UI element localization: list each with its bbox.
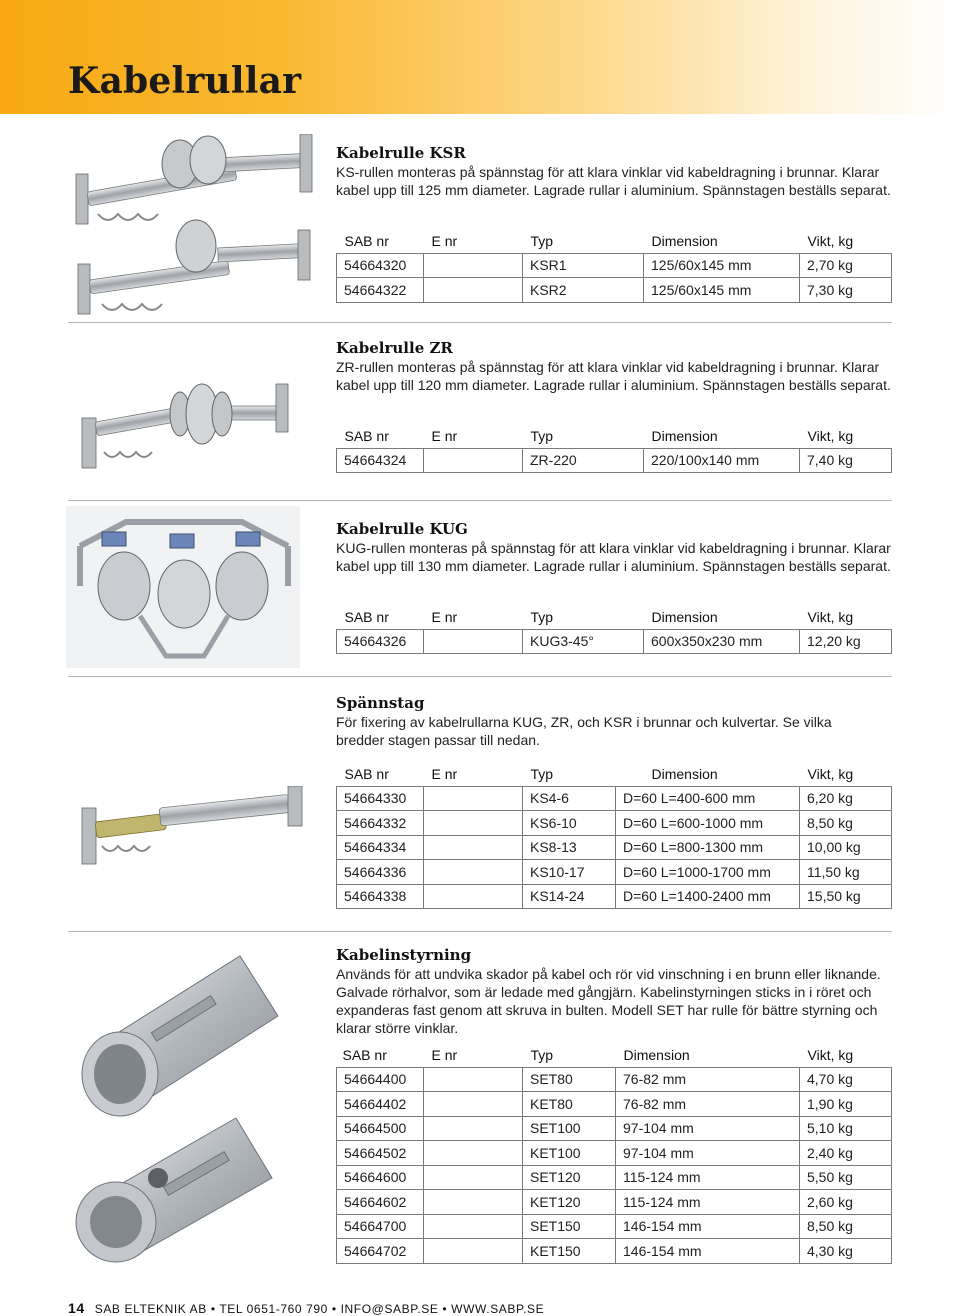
footer-separator: • — [331, 1302, 337, 1316]
column-header-e-nr: E nr — [431, 232, 458, 249]
tension-rod-icon — [80, 786, 306, 874]
cell-sab-nr: 54664332 — [337, 811, 424, 836]
cell-sab-nr: 54664500 — [337, 1116, 424, 1141]
cell-sab-nr: 54664502 — [337, 1141, 424, 1166]
cell-dimension: 115-124 mm — [616, 1165, 800, 1190]
cell-vikt: 6,20 kg — [800, 786, 892, 811]
cell-typ: KET120 — [523, 1190, 616, 1215]
footer-email: INFO@SABP.SE — [340, 1302, 439, 1316]
column-header-sab-nr: SAB nr — [344, 765, 389, 782]
cell-vikt: 2,40 kg — [800, 1141, 892, 1166]
table-row — [337, 1165, 892, 1190]
cell-sab-nr: 54664330 — [337, 786, 424, 811]
table-row — [337, 448, 892, 473]
column-header-typ: Typ — [530, 765, 554, 782]
cell-vikt: 12,20 kg — [800, 629, 892, 654]
section-divider — [68, 931, 892, 932]
cell-e-nr — [424, 1116, 523, 1141]
cell-sab-nr: 54664320 — [337, 253, 424, 278]
footer-web: WWW.SABP.SE — [451, 1302, 545, 1316]
table-row — [337, 1141, 892, 1166]
cell-typ: SET150 — [523, 1214, 616, 1239]
table-header-row — [337, 229, 892, 253]
column-header-sab-nr: SAB nr — [344, 427, 389, 444]
spec-table-kug — [336, 605, 892, 654]
table-row — [337, 1214, 892, 1239]
cell-dimension: D=60 L=400-600 mm — [616, 786, 800, 811]
cell-typ: KS8-13 — [523, 835, 616, 860]
spec-table-ksr — [336, 229, 892, 303]
cell-sab-nr: 54664326 — [337, 629, 424, 654]
section-title: Kabelinstyrning — [336, 946, 472, 964]
column-header-sab-nr: SAB nr — [342, 1046, 387, 1063]
column-header-typ: Typ — [530, 232, 554, 249]
cell-dimension: 146-154 mm — [616, 1239, 800, 1264]
section-divider — [68, 322, 892, 323]
cell-e-nr — [424, 1165, 523, 1190]
section-description: För fixering av kabelrullarna KUG, ZR, och KSR i brunnar och kulvertar. Se vilka bredder stagen passar till nedan. — [336, 714, 832, 748]
cell-typ: KSR1 — [523, 253, 644, 278]
page-title: Kabelrullar — [68, 60, 302, 102]
table-header-row — [337, 605, 892, 629]
cell-e-nr — [424, 1190, 523, 1215]
table-row — [337, 1190, 892, 1215]
cell-dimension: 76-82 mm — [616, 1067, 800, 1092]
table-row — [337, 1092, 892, 1117]
cell-vikt: 2,70 kg — [800, 253, 892, 278]
kug-cable-roller-icon — [66, 506, 300, 668]
column-header-dimension: Dimension — [651, 765, 718, 782]
cell-vikt: 11,50 kg — [800, 860, 892, 885]
section-zr — [336, 338, 892, 394]
section-spannstag — [336, 693, 892, 749]
cell-vikt: 4,30 kg — [800, 1239, 892, 1264]
cell-typ: KET100 — [523, 1141, 616, 1166]
cell-vikt: 15,50 kg — [800, 884, 892, 909]
column-header-sab-nr: SAB nr — [344, 232, 389, 249]
footer-company: SAB ELTEKNIK AB — [94, 1302, 207, 1316]
column-header-dimension: Dimension — [651, 608, 718, 625]
cell-typ: SET100 — [523, 1116, 616, 1141]
cell-vikt: 8,50 kg — [800, 811, 892, 836]
table-row — [337, 835, 892, 860]
section-kabelinstyrning — [336, 945, 892, 1037]
cell-typ: KET80 — [523, 1092, 616, 1117]
column-header-e-nr: E nr — [431, 765, 458, 782]
cell-e-nr — [424, 629, 523, 654]
table-row — [337, 629, 892, 654]
section-title: Kabelrulle KUG — [336, 520, 468, 538]
section-description: Används för att undvika skador på kabel och rör vid vinschning i en brunn eller liknande. Galvade rörhalvor, som är ledade med gångjärn. Kabelinstyrningen sticks in i röret och expanderas fast genom att skruva in bulten. Modell SET har rulle för bättre styrning och klarar större vinklar. — [336, 966, 881, 1036]
spec-table-kabelinstyrning — [336, 1043, 892, 1264]
cell-typ: KSR2 — [523, 278, 644, 303]
section-kug — [336, 519, 892, 575]
section-title: Kabelrulle ZR — [336, 339, 453, 357]
cell-e-nr — [424, 1092, 523, 1117]
column-header-vikt: Vikt, kg — [807, 608, 854, 625]
cell-vikt: 8,50 kg — [800, 1214, 892, 1239]
section-divider — [68, 676, 892, 677]
cable-guide-icon — [70, 946, 306, 1268]
cell-sab-nr: 54664324 — [337, 448, 424, 473]
cell-sab-nr: 54664700 — [337, 1214, 424, 1239]
cell-dimension: 220/100x140 mm — [644, 448, 800, 473]
cell-vikt: 2,60 kg — [800, 1190, 892, 1215]
cell-dimension: 146-154 mm — [616, 1214, 800, 1239]
cell-e-nr — [424, 835, 523, 860]
cell-typ: ZR-220 — [523, 448, 644, 473]
cell-typ: KS6-10 — [523, 811, 616, 836]
section-description: ZR-rullen monteras på spännstag för att klara vinklar vid kabeldragning i brunnar. Klarar kabel upp till 120 mm diameter. Lagrade rullar i aluminium. Spännstagen beställs separat. — [336, 359, 891, 393]
spec-table-zr — [336, 424, 892, 473]
cell-e-nr — [424, 278, 523, 303]
cell-vikt: 4,70 kg — [800, 1067, 892, 1092]
column-header-e-nr: E nr — [431, 427, 458, 444]
cell-typ: KS10-17 — [523, 860, 616, 885]
column-header-vikt: Vikt, kg — [807, 232, 854, 249]
cell-typ: SET80 — [523, 1067, 616, 1092]
ksr-cable-roller-icon — [68, 134, 330, 324]
cell-e-nr — [424, 786, 523, 811]
column-header-dimension: Dimension — [651, 427, 718, 444]
cell-e-nr — [424, 884, 523, 909]
table-header-row — [337, 1043, 892, 1067]
table-row — [337, 1116, 892, 1141]
table-header-row — [337, 762, 892, 786]
table-row — [337, 253, 892, 278]
zr-cable-roller-icon — [80, 378, 290, 470]
column-header-dimension: Dimension — [623, 1046, 690, 1063]
cell-vikt: 5,10 kg — [800, 1116, 892, 1141]
cell-e-nr — [424, 860, 523, 885]
cell-dimension: D=60 L=600-1000 mm — [616, 811, 800, 836]
cell-sab-nr: 54664322 — [337, 278, 424, 303]
cell-typ: KUG3-45° — [523, 629, 644, 654]
table-row — [337, 884, 892, 909]
cell-dimension: 97-104 mm — [616, 1116, 800, 1141]
column-header-typ: Typ — [530, 608, 554, 625]
section-divider — [68, 500, 892, 501]
cell-typ: KS14-24 — [523, 884, 616, 909]
column-header-e-nr: E nr — [431, 1046, 458, 1063]
cell-sab-nr: 54664402 — [337, 1092, 424, 1117]
cell-vikt: 1,90 kg — [800, 1092, 892, 1117]
cell-dimension: 115-124 mm — [616, 1190, 800, 1215]
footer-separator: • — [210, 1302, 216, 1316]
cell-e-nr — [424, 253, 523, 278]
page-footer — [68, 1300, 544, 1316]
cell-e-nr — [424, 1141, 523, 1166]
cell-e-nr — [424, 811, 523, 836]
cell-typ: KS4-6 — [523, 786, 616, 811]
cell-sab-nr: 54664702 — [337, 1239, 424, 1264]
table-row — [337, 1067, 892, 1092]
column-header-dimension: Dimension — [651, 232, 718, 249]
table-header-row — [337, 424, 892, 448]
column-header-typ: Typ — [530, 427, 554, 444]
table-row — [337, 278, 892, 303]
cell-dimension: 125/60x145 mm — [644, 253, 800, 278]
section-title: Kabelrulle KSR — [336, 144, 466, 162]
table-row — [337, 1239, 892, 1264]
cell-vikt: 7,40 kg — [800, 448, 892, 473]
cell-sab-nr: 54664338 — [337, 884, 424, 909]
section-description: KS-rullen monteras på spännstag för att klara vinklar vid kabeldragning i brunnar. Klarar kabel upp till 125 mm diameter. Lagrade rullar i aluminium. Spännstagen beställs separat. — [336, 164, 891, 198]
cell-dimension: 76-82 mm — [616, 1092, 800, 1117]
section-ksr — [336, 143, 892, 199]
cell-vikt: 7,30 kg — [800, 278, 892, 303]
footer-tel: TEL 0651-760 790 — [219, 1302, 328, 1316]
section-description: KUG-rullen monteras på spännstag för att klara vinklar vid kabeldragning i brunnar. Klarar kabel upp till 130 mm diameter. Lagrade rullar i aluminium. Spännstagen beställs separat. — [336, 540, 891, 574]
cell-vikt: 5,50 kg — [800, 1165, 892, 1190]
cell-e-nr — [424, 1214, 523, 1239]
column-header-e-nr: E nr — [431, 608, 458, 625]
table-row — [337, 786, 892, 811]
cell-e-nr — [424, 1067, 523, 1092]
cell-dimension: 97-104 mm — [616, 1141, 800, 1166]
cell-vikt: 10,00 kg — [800, 835, 892, 860]
cell-sab-nr: 54664600 — [337, 1165, 424, 1190]
spec-table-spannstag — [336, 762, 892, 909]
cell-dimension: D=60 L=1000-1700 mm — [616, 860, 800, 885]
page-number: 14 — [68, 1300, 85, 1316]
cell-typ: SET120 — [523, 1165, 616, 1190]
cell-dimension: D=60 L=800-1300 mm — [616, 835, 800, 860]
cell-dimension: D=60 L=1400-2400 mm — [616, 884, 800, 909]
cell-e-nr — [424, 1239, 523, 1264]
table-row — [337, 811, 892, 836]
column-header-typ: Typ — [530, 1046, 554, 1063]
cell-dimension: 600x350x230 mm — [644, 629, 800, 654]
column-header-vikt: Vikt, kg — [807, 1046, 854, 1063]
cell-sab-nr: 54664334 — [337, 835, 424, 860]
cell-typ: KET150 — [523, 1239, 616, 1264]
section-title: Spännstag — [336, 694, 425, 712]
column-header-vikt: Vikt, kg — [807, 427, 854, 444]
cell-sab-nr: 54664602 — [337, 1190, 424, 1215]
table-row — [337, 860, 892, 885]
cell-e-nr — [424, 448, 523, 473]
cell-dimension: 125/60x145 mm — [644, 278, 800, 303]
cell-sab-nr: 54664336 — [337, 860, 424, 885]
footer-separator: • — [442, 1302, 448, 1316]
column-header-vikt: Vikt, kg — [807, 765, 854, 782]
column-header-sab-nr: SAB nr — [344, 608, 389, 625]
cell-sab-nr: 54664400 — [337, 1067, 424, 1092]
